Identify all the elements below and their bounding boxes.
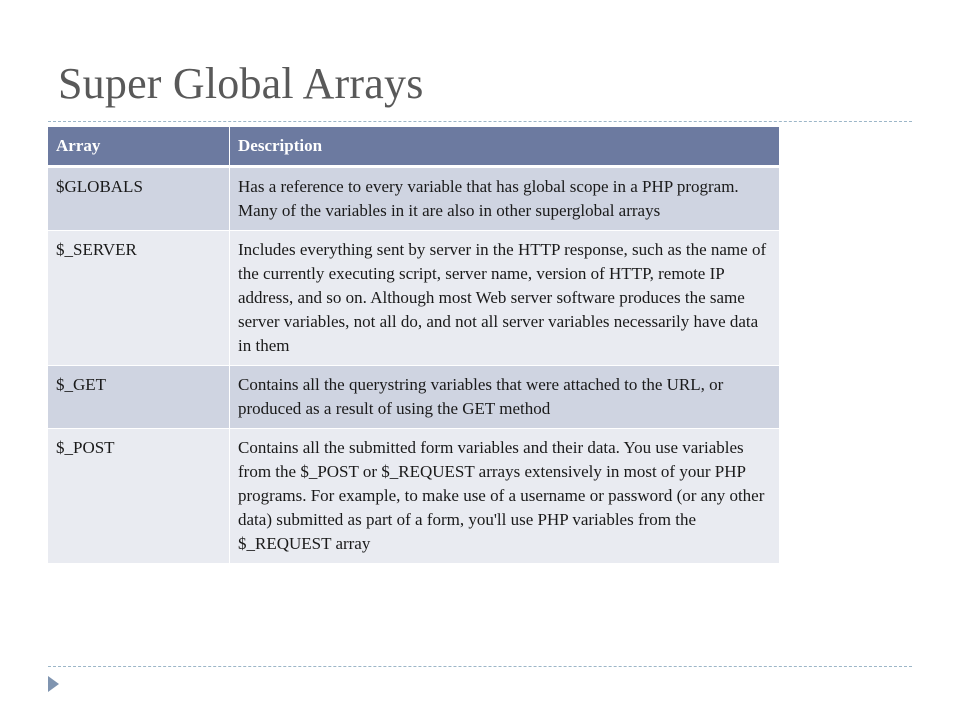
array-name-cell: $GLOBALS <box>48 167 230 231</box>
footer-divider <box>48 666 912 667</box>
header-description: Description <box>230 127 780 167</box>
description-cell: Includes everything sent by server in the HTTP response, such as the name of the currently executing script, server name, version of HTTP, remote IP address, and so on. Although most Web server software produces the same server variables, not all do, and not all server variables necessarily have data in them <box>230 231 780 366</box>
slide-title: Super Global Arrays <box>58 59 424 108</box>
description-cell: Contains all the submitted form variables and their data. You use variables from the $_POST or $_REQUEST arrays extensively in most of your PHP programs. For example, to make use of a username or password (or any other data) submitted as part of a form, you'll use PHP variables from the $_REQUEST array <box>230 429 780 564</box>
title-divider <box>48 121 912 122</box>
triangle-right-icon <box>48 676 59 692</box>
table-row <box>48 231 779 366</box>
super-global-arrays-table <box>48 127 779 564</box>
array-name-cell: $_POST <box>48 429 230 564</box>
description-cell: Contains all the querystring variables that were attached to the URL, or produced as a result of using the GET method <box>230 366 780 429</box>
header-array: Array <box>48 127 230 167</box>
table-body <box>48 167 779 564</box>
description-cell: Has a reference to every variable that has global scope in a PHP program. Many of the variables in it are also in other superglobal arrays <box>230 167 780 231</box>
table-header <box>48 127 779 167</box>
table-row <box>48 366 779 429</box>
array-name-cell: $_GET <box>48 366 230 429</box>
array-name-cell: $_SERVER <box>48 231 230 366</box>
table-row <box>48 167 779 231</box>
header-row <box>48 127 779 167</box>
table-row <box>48 429 779 564</box>
